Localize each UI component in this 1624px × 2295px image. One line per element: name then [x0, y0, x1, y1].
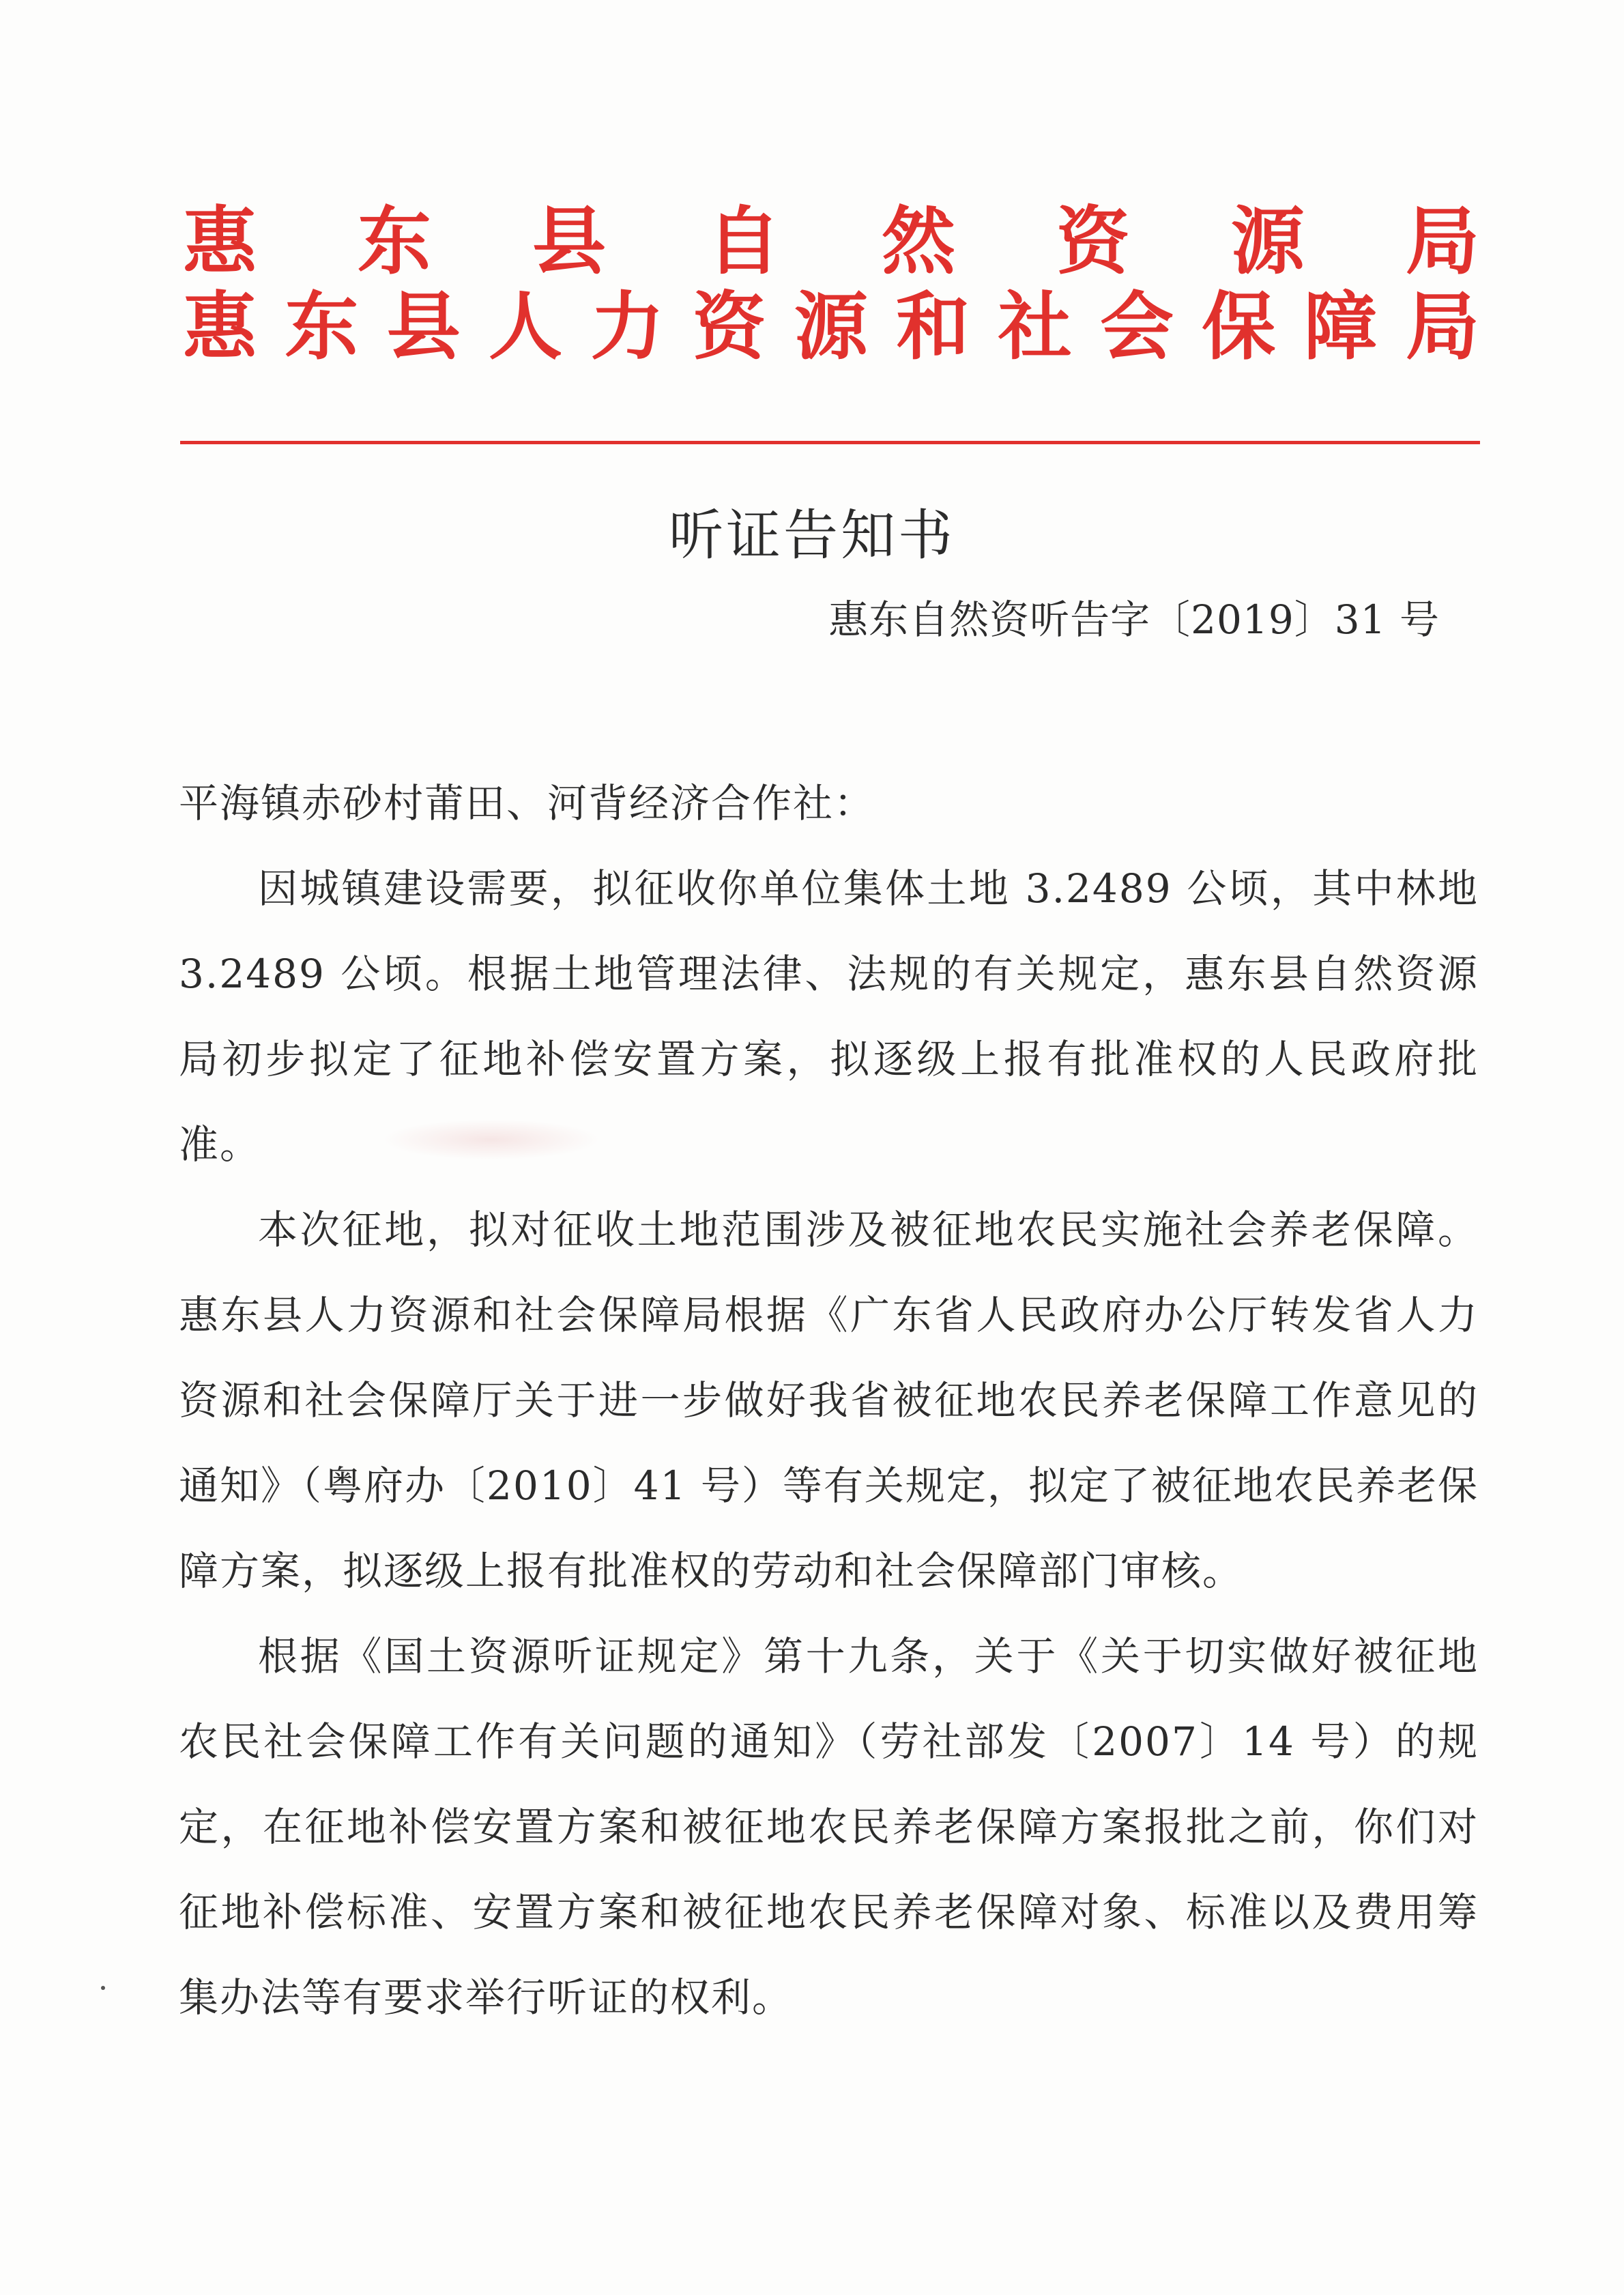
- salutation: 平海镇赤砂村莆田、河背经济合作社：: [179, 780, 875, 826]
- scan-speck: [101, 1986, 105, 1990]
- header-line-1-char: 东: [357, 199, 431, 285]
- faint-stamp-mark: [382, 1119, 600, 1160]
- header-line-2-char: 东: [285, 285, 359, 370]
- header-line-2-char: 县: [386, 285, 461, 370]
- header-line-1-char: 自: [706, 199, 781, 285]
- header-line-2-char: 资: [692, 285, 766, 370]
- issuer-header-natural-resources: [183, 201, 1479, 283]
- header-line-1-char: 资: [1056, 199, 1130, 285]
- header-line-2-char: 局: [1405, 285, 1479, 370]
- document-number: 惠东自然资听告字〔2019〕31 号: [828, 596, 1440, 643]
- header-line-2-char: 保: [1202, 285, 1276, 370]
- header-line-2-char: 障: [1303, 285, 1378, 370]
- header-line-2-char: 惠: [183, 285, 257, 370]
- header-line-1-char: 源: [1230, 199, 1305, 285]
- header-line-2: [183, 287, 1479, 369]
- header-line-1-char: 然: [881, 199, 955, 285]
- header-line-2-char: 社: [998, 285, 1072, 370]
- header-line-2-char: 源: [794, 285, 868, 370]
- header-line-2-char: 和: [896, 285, 970, 370]
- header-line-1: [183, 201, 1479, 283]
- header-line-1-char: 惠: [183, 199, 257, 285]
- paragraph-2: 本次征地，拟对征收土地范围涉及被征地农民实施社会养老保障。惠东县人力资源和社会保障局根据《广东省人民政府办公厅转发省人力资源和社会保障厅关于进一步做好我省被征地农民养老保障工作意见的通知》（粤府办〔2010〕41 号）等有关规定，拟定了被征地农民养老保障方案，拟逐级上报有批准权的劳动和社会保障部门审核。: [179, 1207, 1479, 1594]
- issuer-header-hr-social-security: [183, 287, 1479, 369]
- header-line-2-char: 人: [488, 285, 562, 370]
- paragraph-3: 根据《国土资源听证规定》第十九条，关于《关于切实做好被征地农民社会保障工作有关问题的通知》（劳社部发〔2007〕14 号）的规定，在征地补偿安置方案和被征地农民养老保障方案报批之前，你们对征地补偿标准、安置方案和被征地农民养老保障对象、标准以及费用筹集办法等有要求举行听证的权利。: [179, 1633, 1479, 2021]
- document-body: [179, 761, 1479, 2040]
- red-header-rule: [180, 441, 1480, 444]
- paragraph-1: 因城镇建设需要，拟征收你单位集体土地 3.2489 公顷，其中林地 3.2489 公顷。根据土地管理法律、法规的有关规定，惠东县自然资源局初步拟定了征地补偿安置方案，拟逐级上报有批准权的人民政府批准。: [179, 865, 1479, 1168]
- header-line-1-char: 县: [532, 199, 606, 285]
- header-line-1-char: 局: [1405, 199, 1479, 285]
- header-line-2-char: 会: [1099, 285, 1174, 370]
- header-line-2-char: 力: [590, 285, 665, 370]
- document-title: 听证告知书: [669, 504, 955, 567]
